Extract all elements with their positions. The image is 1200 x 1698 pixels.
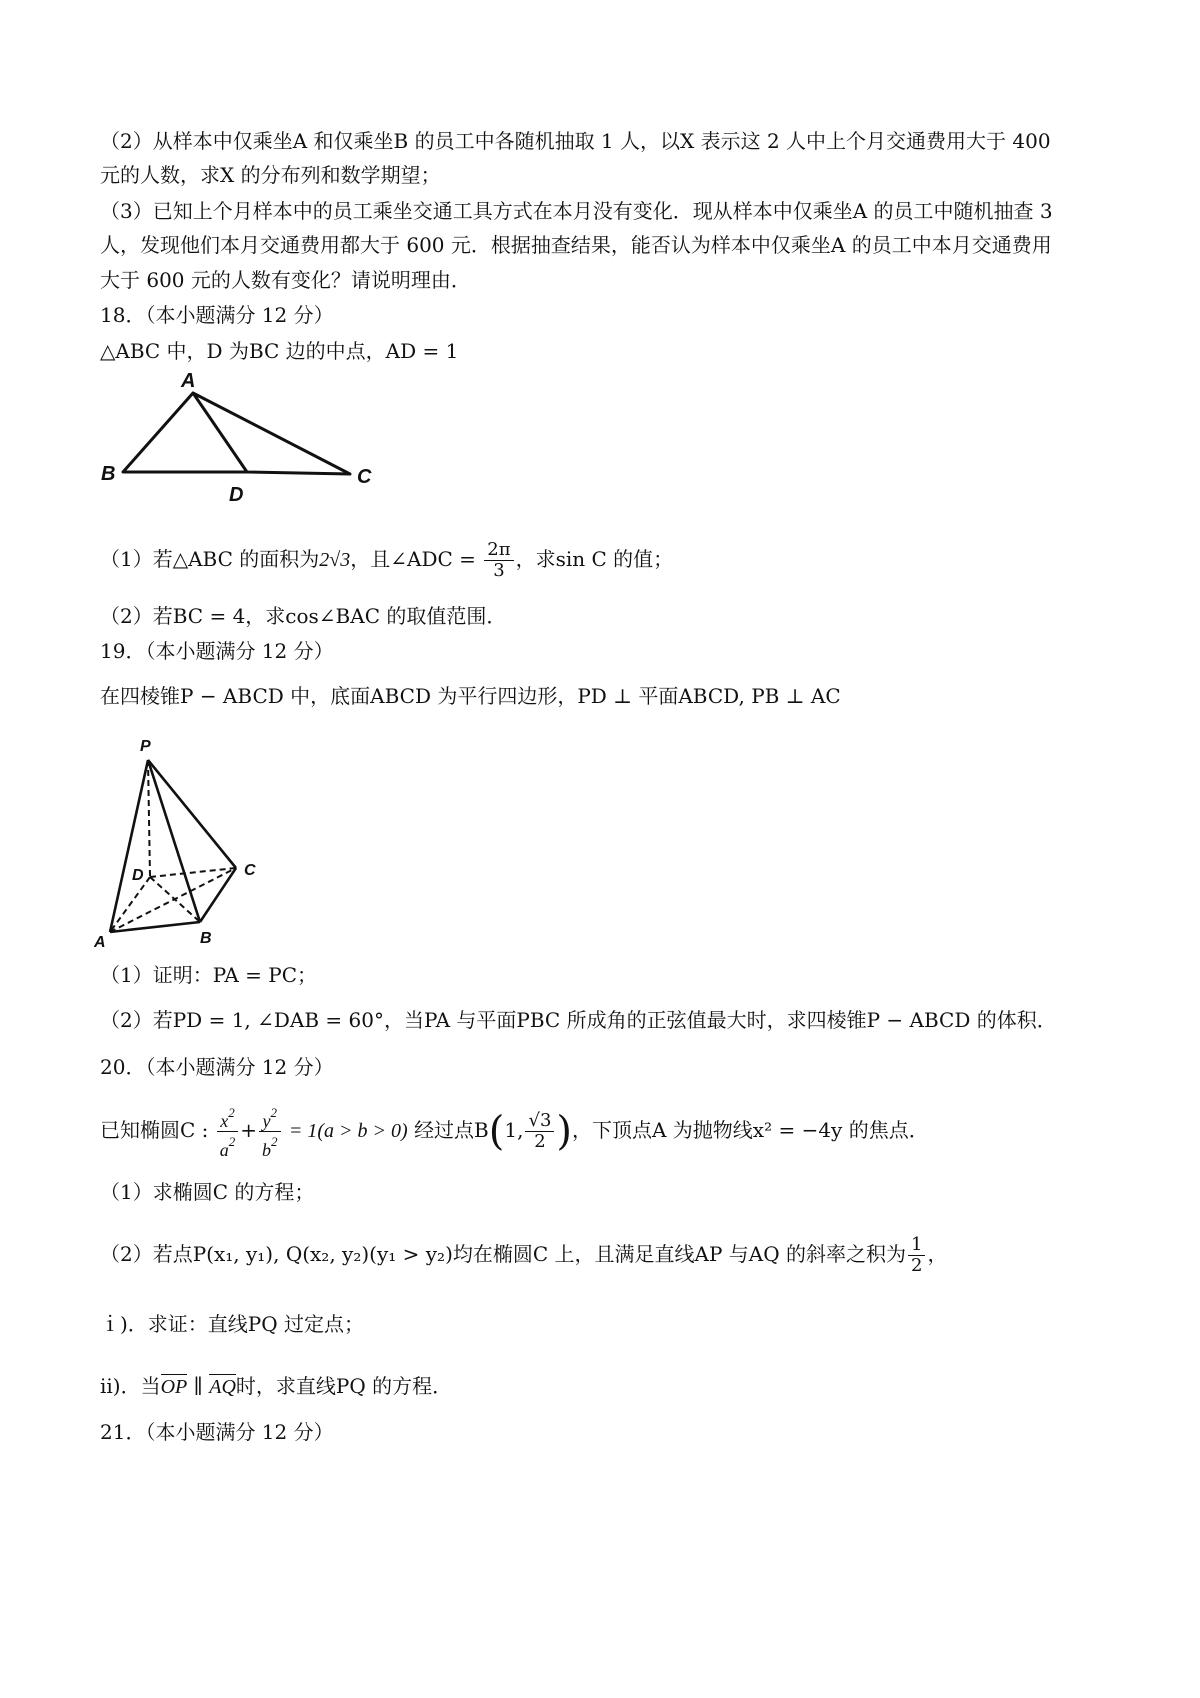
label-D: D bbox=[229, 484, 244, 506]
q17-part2-line1: （2）从样本中仅乘坐A 和仅乘坐B 的员工中各随机抽取 1 人，以X 表示这 2 人中上个月交通费用大于 400 bbox=[100, 129, 1051, 153]
y-over-b-fraction: $\frac{y^2}{b^2}$ bbox=[259, 1103, 281, 1160]
x-over-a-fraction: $\frac{x^2}{a^2}$ bbox=[217, 1103, 239, 1160]
q19-stem: 在四棱锥P − ABCD 中，底面ABCD 为平行四边形，PD ⊥ 平面ABCD, PB ⊥ AC bbox=[100, 684, 841, 708]
label-C: C bbox=[244, 862, 256, 879]
label-P: P bbox=[140, 738, 151, 755]
label-C: C bbox=[357, 466, 372, 488]
q17-part3-line1: （3）已知上个月样本中的员工乘坐交通工具方式在本月没有变化．现从样本中仅乘坐A 的员工中随机抽查 3 bbox=[100, 199, 1053, 223]
area-value: 2√3 bbox=[319, 549, 351, 571]
q18-part2: （2）若BC = 4，求cos∠BAC 的取值范围． bbox=[100, 604, 507, 628]
label-A: A bbox=[94, 934, 106, 951]
q20-part2-ii: ii)．当OP ∥ AQ时，求直线PQ 的方程． bbox=[100, 1374, 453, 1398]
q20-part1: （1）求椭圆C 的方程； bbox=[100, 1180, 315, 1204]
q20-part2: （2）若点P(x₁, y₁), Q(x₂, y₂)(y₁ > y₂)均在椭圆C 上，且满足直线AP 与AQ 的斜率之积为 $\frac{1}{2}$ ， bbox=[100, 1234, 948, 1276]
pyramid-figure bbox=[88, 735, 288, 955]
vector-aq: AQ bbox=[209, 1376, 236, 1398]
label-B: B bbox=[101, 463, 116, 485]
label-B: B bbox=[200, 930, 212, 947]
label-A: A bbox=[181, 370, 196, 392]
q17-part2-line2: 元的人数，求X 的分布列和数学期望； bbox=[100, 163, 441, 187]
q20-header: 20．（本小题满分 12 分） bbox=[100, 1055, 334, 1079]
q21-header: 21．（本小题满分 12 分） bbox=[100, 1420, 334, 1444]
q19-header: 19．（本小题满分 12 分） bbox=[100, 639, 334, 663]
triangle-abc-figure bbox=[95, 365, 415, 515]
label-D: D bbox=[132, 867, 144, 884]
q18-part1: （1）若△ABC 的面积为2√3，且∠ADC = $\frac{2\pi}{3}$ ，求sin C 的值； bbox=[100, 539, 674, 581]
slope-product-fraction: $\frac{1}{2}$ bbox=[908, 1235, 925, 1276]
q19-part2: （2）若PD = 1, ∠DAB = 60°，当PA 与平面PBC 所成角的正弦值最大时，求四棱锥P − ABCD 的体积． bbox=[100, 1008, 1057, 1032]
point-b-fraction: $\frac{√3}{2}$ bbox=[525, 1111, 554, 1152]
q20-part2-i: ｉ)．求证：直线PQ 过定点； bbox=[100, 1312, 365, 1336]
q17-part3-line3: 大于 600 元的人数有变化？请说明理由． bbox=[100, 268, 471, 292]
q20-stem: 已知椭圆C : $\frac{x^2}{a^2}$ + $\frac{y^2}{b^2}$ = 1(a > b > 0) 经过点B(1, $\frac{√3}{2}$ )，下顶点A 为抛物线x² = −4y 的焦点． bbox=[100, 1105, 929, 1160]
q18-stem: △ABC 中，D 为BC 边的中点，AD = 1 bbox=[100, 339, 459, 363]
angle-fraction: $\frac{2\pi}{3}$ bbox=[484, 540, 513, 581]
q19-part1: （1）证明：PA = PC； bbox=[100, 963, 318, 987]
q17-part3-line2: 人，发现他们本月交通费用都大于 600 元．根据抽查结果，能否认为样本中仅乘坐A 的员工中本月交通费用 bbox=[100, 233, 1052, 257]
q18-header: 18．（本小题满分 12 分） bbox=[100, 303, 334, 327]
vector-op: OP bbox=[160, 1376, 188, 1398]
